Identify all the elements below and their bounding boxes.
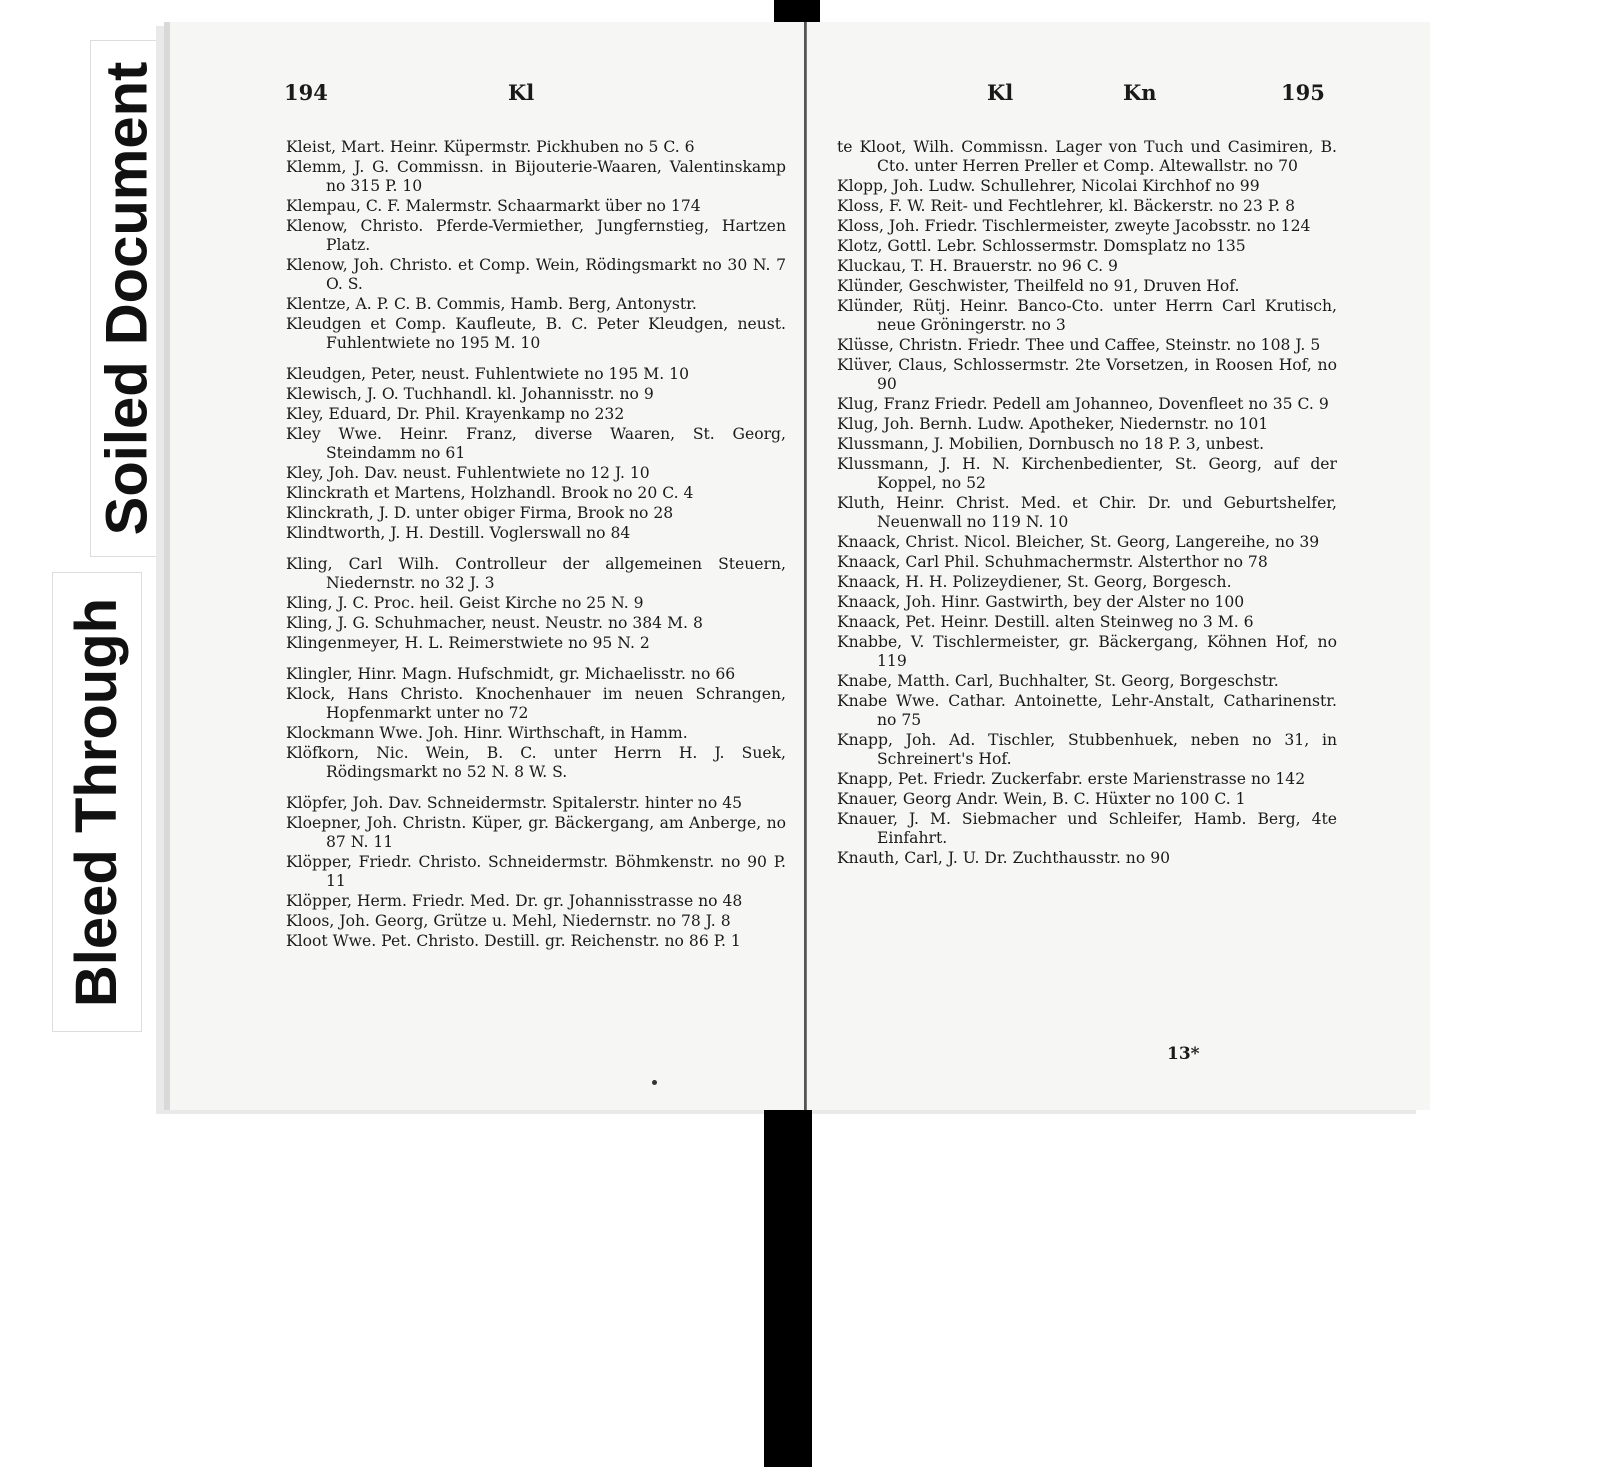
page-number-right: 195 (1281, 80, 1325, 105)
right-entry-list (837, 138, 1337, 869)
directory-entry: Klöpfer, Joh. Dav. Schneidermstr. Spitalerstr. hinter no 45 (286, 794, 743, 812)
left-entry-list (286, 138, 786, 952)
directory-entry: Klussmann, J. H. N. Kirchenbedienter, St. Georg, auf der Koppel, no 52 (837, 455, 1337, 492)
directory-entry: Kloepner, Joh. Christn. Küper, gr. Bäckergang, am Anberge, no 87 N. 11 (286, 814, 786, 851)
directory-entry: Kluckau, T. H. Brauerstr. no 96 C. 9 (837, 257, 1118, 275)
directory-entry: Klüver, Claus, Schlossermstr. 2te Vorsetzen, in Roosen Hof, no 90 (837, 356, 1337, 393)
directory-entry: Klug, Franz Friedr. Pedell am Johanneo, Dovenfleet no 35 C. 9 (837, 395, 1329, 413)
directory-entry: Klug, Joh. Bernh. Ludw. Apotheker, Niedernstr. no 101 (837, 415, 1269, 433)
directory-entry: Knabbe, V. Tischlermeister, gr. Bäckergang, Köhnen Hof, no 119 (837, 633, 1337, 670)
bleed-through-text: Bleed Through (64, 597, 130, 1007)
ink-speck (652, 1080, 657, 1085)
directory-entry: Klingenmeyer, H. L. Reimerstwiete no 95 N. 2 (286, 634, 650, 652)
directory-entry: Kleist, Mart. Heinr. Küpermstr. Pickhuben no 5 C. 6 (286, 138, 695, 156)
soiled-document-label (90, 40, 164, 557)
directory-entry: Knabe Wwe. Cathar. Antoinette, Lehr-Anstalt, Catharinenstr. no 75 (837, 692, 1337, 729)
directory-entry: Klindtworth, J. H. Destill. Voglerswall no 84 (286, 524, 631, 542)
book-gutter (804, 22, 806, 1110)
directory-entry: Klöfkorn, Nic. Wein, B. C. unter Herrn H. J. Suek, Rödingsmarkt no 52 N. 8 W. S. (286, 744, 786, 781)
directory-entry: Kloss, F. W. Reit- und Fechtlehrer, kl. Bäckerstr. no 23 P. 8 (837, 197, 1296, 215)
directory-entry: Knaack, H. H. Polizeydiener, St. Georg, Borgesch. (837, 573, 1232, 591)
directory-entry: Klüsse, Christn. Friedr. Thee und Caffee, Steinstr. no 108 J. 5 (837, 336, 1321, 354)
page-number-left: 194 (284, 80, 328, 105)
directory-entry: Klock, Hans Christo. Knochenhauer im neuen Schrangen, Hopfenmarkt unter no 72 (286, 685, 786, 722)
directory-entry: Kley, Eduard, Dr. Phil. Krayenkamp no 232 (286, 405, 625, 423)
directory-entry: Klotz, Gottl. Lebr. Schlossermstr. Domsplatz no 135 (837, 237, 1246, 255)
directory-entry: Knauth, Carl, J. U. Dr. Zuchthausstr. no 90 (837, 849, 1171, 867)
directory-entry: Klopp, Joh. Ludw. Schullehrer, Nicolai Kirchhof no 99 (837, 177, 1260, 195)
directory-entry: Klünder, Geschwister, Theilfeld no 91, Druven Hof. (837, 277, 1240, 295)
signature-mark: 13* (1167, 1044, 1200, 1064)
directory-entry: Knauer, Georg Andr. Wein, B. C. Hüxter no 100 C. 1 (837, 790, 1246, 808)
directory-entry: Klöpper, Friedr. Christo. Schneidermstr. Böhmkenstr. no 90 P. 11 (286, 853, 786, 890)
directory-entry: Klemm, J. G. Commissn. in Bijouterie-Waaren, Valentinskamp no 315 P. 10 (286, 158, 786, 195)
directory-entry: Knauer, J. M. Siebmacher und Schleifer, Hamb. Berg, 4te Einfahrt. (837, 810, 1337, 847)
directory-entry: Klempau, C. F. Malermstr. Schaarmarkt über no 174 (286, 197, 701, 215)
directory-entry: Kloss, Joh. Friedr. Tischlermeister, zweyte Jacobsstr. no 124 (837, 217, 1311, 235)
directory-entry: Kluth, Heinr. Christ. Med. et Chir. Dr. und Geburtshelfer, Neuenwall no 119 N. 10 (837, 494, 1337, 531)
directory-entry: Kleudgen et Comp. Kaufleute, B. C. Peter Kleudgen, neust. Fuhlentwiete no 195 M. 10 (286, 315, 786, 352)
directory-entry: Knaack, Pet. Heinr. Destill. alten Steinweg no 3 M. 6 (837, 613, 1254, 631)
directory-entry: Klinckrath, J. D. unter obiger Firma, Brook no 28 (286, 504, 674, 522)
directory-entry: Kling, Carl Wilh. Controlleur der allgemeinen Steuern, Niedernstr. no 32 J. 3 (286, 555, 786, 592)
directory-entry: Klockmann Wwe. Joh. Hinr. Wirthschaft, in Hamm. (286, 724, 688, 742)
bleed-through-label (52, 572, 142, 1032)
directory-entry: Klinckrath et Martens, Holzhandl. Brook no 20 C. 4 (286, 484, 694, 502)
right-page-header (807, 80, 1430, 120)
left-running-head: Kl (508, 80, 535, 105)
directory-entry: Knaack, Joh. Hinr. Gastwirth, bey der Alster no 100 (837, 593, 1245, 611)
directory-entry: Knapp, Joh. Ad. Tischler, Stubbenhuek, neben no 31, in Schreinert's Hof. (837, 731, 1337, 768)
right-running-head-right: Kn (1123, 80, 1157, 105)
directory-entry: Kleudgen, Peter, neust. Fuhlentwiete no 195 M. 10 (286, 365, 689, 383)
binding-clip-bottom (764, 1110, 812, 1467)
directory-entry: Kling, J. G. Schuhmacher, neust. Neustr. no 384 M. 8 (286, 614, 703, 632)
left-page (170, 22, 807, 1110)
right-page (807, 22, 1430, 1110)
directory-entry: Klenow, Joh. Christo. et Comp. Wein, Rödingsmarkt no 30 N. 7 O. S. (286, 256, 786, 293)
directory-entry: Knabe, Matth. Carl, Buchhalter, St. Georg, Borgeschstr. (837, 672, 1279, 690)
directory-entry: Knaack, Christ. Nicol. Bleicher, St. Georg, Langereihe, no 39 (837, 533, 1320, 551)
open-book (170, 22, 1430, 1110)
directory-entry: Kling, J. C. Proc. heil. Geist Kirche no 25 N. 9 (286, 594, 644, 612)
directory-entry: Knaack, Carl Phil. Schuhmachermstr. Alsterthor no 78 (837, 553, 1268, 571)
left-page-header (170, 80, 805, 120)
directory-entry: Kley, Joh. Dav. neust. Fuhlentwiete no 12 J. 10 (286, 464, 650, 482)
directory-entry: Klewisch, J. O. Tuchhandl. kl. Johannisstr. no 9 (286, 385, 654, 403)
directory-entry: Klingler, Hinr. Magn. Hufschmidt, gr. Michaelisstr. no 66 (286, 665, 736, 683)
directory-entry: Klünder, Rütj. Heinr. Banco-Cto. unter Herrn Carl Krutisch, neue Gröningerstr. no 3 (837, 297, 1337, 334)
soiled-document-text: Soiled Document (94, 61, 160, 536)
directory-entry: Kley Wwe. Heinr. Franz, diverse Waaren, St. Georg, Steindamm no 61 (286, 425, 786, 462)
directory-entry: Klentze, A. P. C. B. Commis, Hamb. Berg, Antonystr. (286, 295, 697, 313)
directory-entry: Kloos, Joh. Georg, Grütze u. Mehl, Niedernstr. no 78 J. 8 (286, 912, 731, 930)
directory-entry: Klöpper, Herm. Friedr. Med. Dr. gr. Johannisstrasse no 48 (286, 892, 743, 910)
directory-entry: Kloot Wwe. Pet. Christo. Destill. gr. Reichenstr. no 86 P. 1 (286, 932, 741, 950)
directory-entry: Klenow, Christo. Pferde-Vermiether, Jungfernstieg, Hartzen Platz. (286, 217, 786, 254)
directory-entry: Knapp, Pet. Friedr. Zuckerfabr. erste Marienstrasse no 142 (837, 770, 1306, 788)
directory-entry: Klussmann, J. Mobilien, Dornbusch no 18 P. 3, unbest. (837, 435, 1265, 453)
directory-entry: te Kloot, Wilh. Commissn. Lager von Tuch und Casimiren, B. Cto. unter Herren Preller et Comp. Altewallstr. no 70 (837, 138, 1337, 175)
right-running-head-left: Kl (987, 80, 1014, 105)
